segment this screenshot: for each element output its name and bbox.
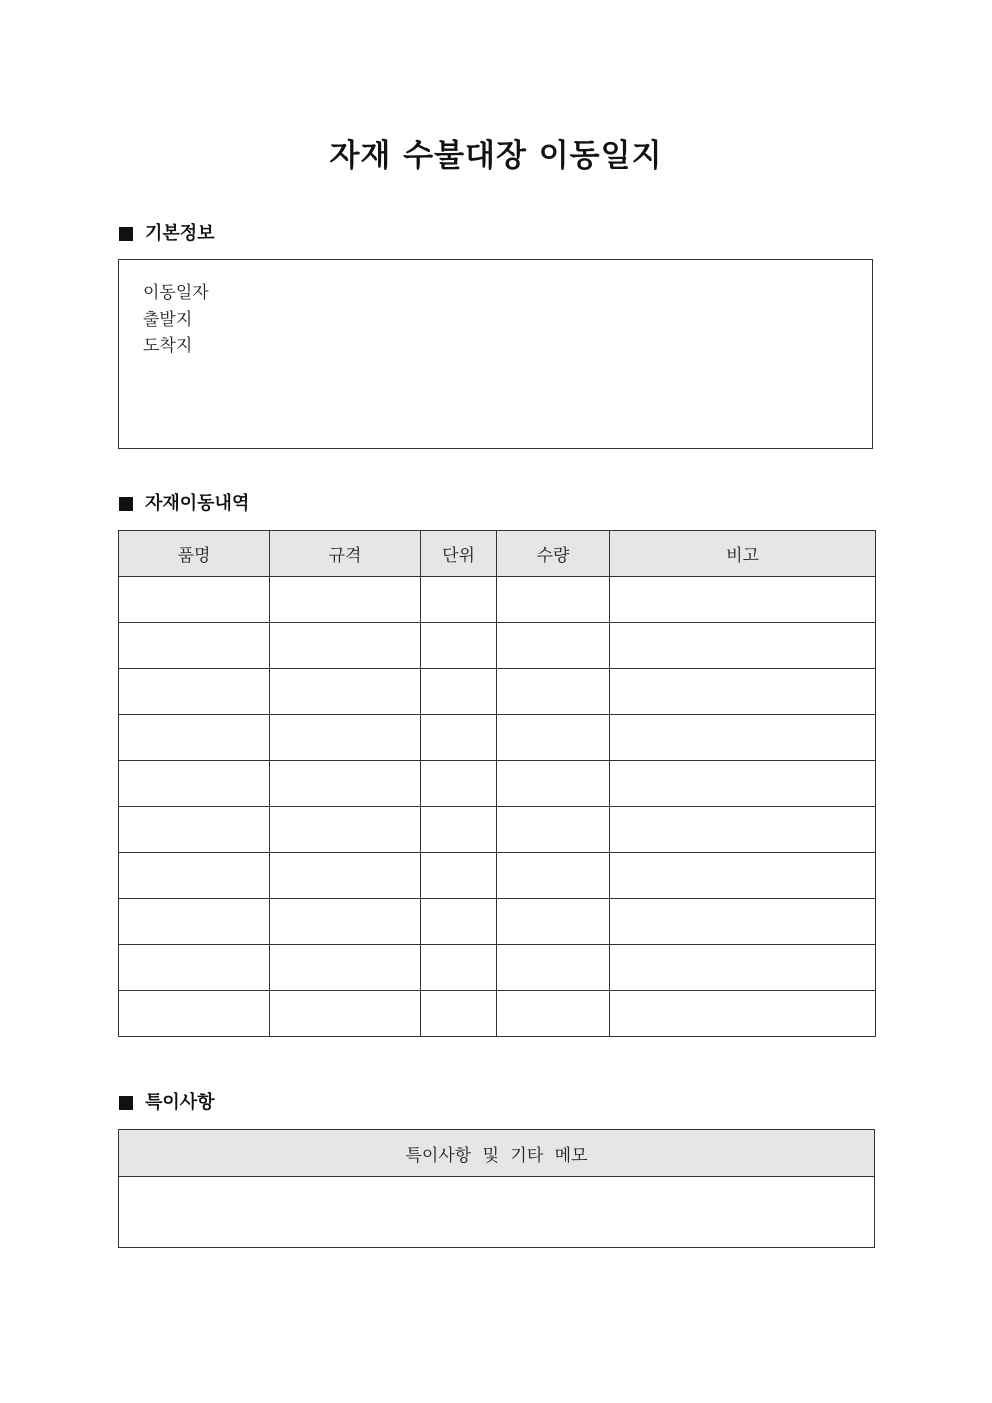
quantity-cell[interactable] <box>497 991 610 1037</box>
departure-label: 출발지 <box>143 309 193 330</box>
quantity-cell[interactable] <box>497 899 610 945</box>
section-heading-label: 특이사항 <box>145 1092 215 1113</box>
unit-cell[interactable] <box>421 807 497 853</box>
table-row <box>119 807 876 853</box>
memo-content-row <box>119 1177 875 1248</box>
memo-content-cell[interactable] <box>119 1177 875 1248</box>
spec-cell[interactable] <box>270 991 421 1037</box>
remarks-memo-table <box>118 1129 875 1248</box>
unit-cell[interactable] <box>421 899 497 945</box>
item-name-cell[interactable] <box>119 577 270 623</box>
item-name-cell[interactable] <box>119 807 270 853</box>
remarks-cell[interactable] <box>610 899 876 945</box>
section-heading-label: 자재이동내역 <box>145 493 250 514</box>
item-name-cell[interactable] <box>119 623 270 669</box>
table-row <box>119 669 876 715</box>
column-header-remarks: 비고 <box>610 531 876 577</box>
spec-cell[interactable] <box>270 577 421 623</box>
spec-cell[interactable] <box>270 807 421 853</box>
quantity-cell[interactable] <box>497 945 610 991</box>
destination-label: 도착지 <box>143 336 193 356</box>
column-header-quantity: 수량 <box>497 531 610 577</box>
unit-cell[interactable] <box>421 945 497 991</box>
spec-cell[interactable] <box>270 761 421 807</box>
black-square-icon <box>119 497 133 511</box>
spec-cell[interactable] <box>270 945 421 991</box>
remarks-cell[interactable] <box>610 715 876 761</box>
document-title: 자재 수불대장 이동일지 <box>329 138 663 174</box>
item-name-cell[interactable] <box>119 991 270 1037</box>
remarks-cell[interactable] <box>610 577 876 623</box>
basic-info-box[interactable] <box>118 259 873 449</box>
black-square-icon <box>119 227 133 241</box>
memo-header-row <box>119 1130 875 1177</box>
unit-cell[interactable] <box>421 991 497 1037</box>
spec-cell[interactable] <box>270 623 421 669</box>
section-heading-basic-info <box>119 222 215 246</box>
table-header-row <box>119 531 876 577</box>
table-row <box>119 853 876 899</box>
unit-cell[interactable] <box>421 715 497 761</box>
item-name-cell[interactable] <box>119 899 270 945</box>
remarks-cell[interactable] <box>610 853 876 899</box>
quantity-cell[interactable] <box>497 623 610 669</box>
remarks-cell[interactable] <box>610 991 876 1037</box>
table-row <box>119 761 876 807</box>
spec-cell[interactable] <box>270 669 421 715</box>
section-heading-movement <box>119 492 249 516</box>
quantity-cell[interactable] <box>497 853 610 899</box>
quantity-cell[interactable] <box>497 715 610 761</box>
remarks-cell[interactable] <box>610 761 876 807</box>
section-heading-remarks <box>119 1091 215 1115</box>
table-row <box>119 899 876 945</box>
spec-cell[interactable] <box>270 853 421 899</box>
black-square-icon <box>119 1096 133 1110</box>
item-name-cell[interactable] <box>119 715 270 761</box>
quantity-cell[interactable] <box>497 669 610 715</box>
remarks-cell[interactable] <box>610 623 876 669</box>
quantity-cell[interactable] <box>497 761 610 807</box>
table-row <box>119 715 876 761</box>
item-name-cell[interactable] <box>119 853 270 899</box>
remarks-cell[interactable] <box>610 669 876 715</box>
spec-cell[interactable] <box>270 715 421 761</box>
remarks-cell[interactable] <box>610 945 876 991</box>
material-movement-table <box>118 530 876 1037</box>
remarks-cell[interactable] <box>610 807 876 853</box>
quantity-cell[interactable] <box>497 807 610 853</box>
table-row <box>119 945 876 991</box>
column-header-spec: 규격 <box>270 531 421 577</box>
column-header-item-name: 품명 <box>119 531 270 577</box>
quantity-cell[interactable] <box>497 577 610 623</box>
item-name-cell[interactable] <box>119 945 270 991</box>
table-row <box>119 991 876 1037</box>
unit-cell[interactable] <box>421 577 497 623</box>
memo-header: 특이사항 및 기타 메모 <box>119 1130 875 1177</box>
unit-cell[interactable] <box>421 853 497 899</box>
section-heading-label: 기본정보 <box>145 223 215 244</box>
table-row <box>119 577 876 623</box>
column-header-unit: 단위 <box>421 531 497 577</box>
unit-cell[interactable] <box>421 761 497 807</box>
unit-cell[interactable] <box>421 669 497 715</box>
move-date-label: 이동일자 <box>143 283 209 303</box>
table-row <box>119 623 876 669</box>
item-name-cell[interactable] <box>119 669 270 715</box>
spec-cell[interactable] <box>270 899 421 945</box>
unit-cell[interactable] <box>421 623 497 669</box>
item-name-cell[interactable] <box>119 761 270 807</box>
